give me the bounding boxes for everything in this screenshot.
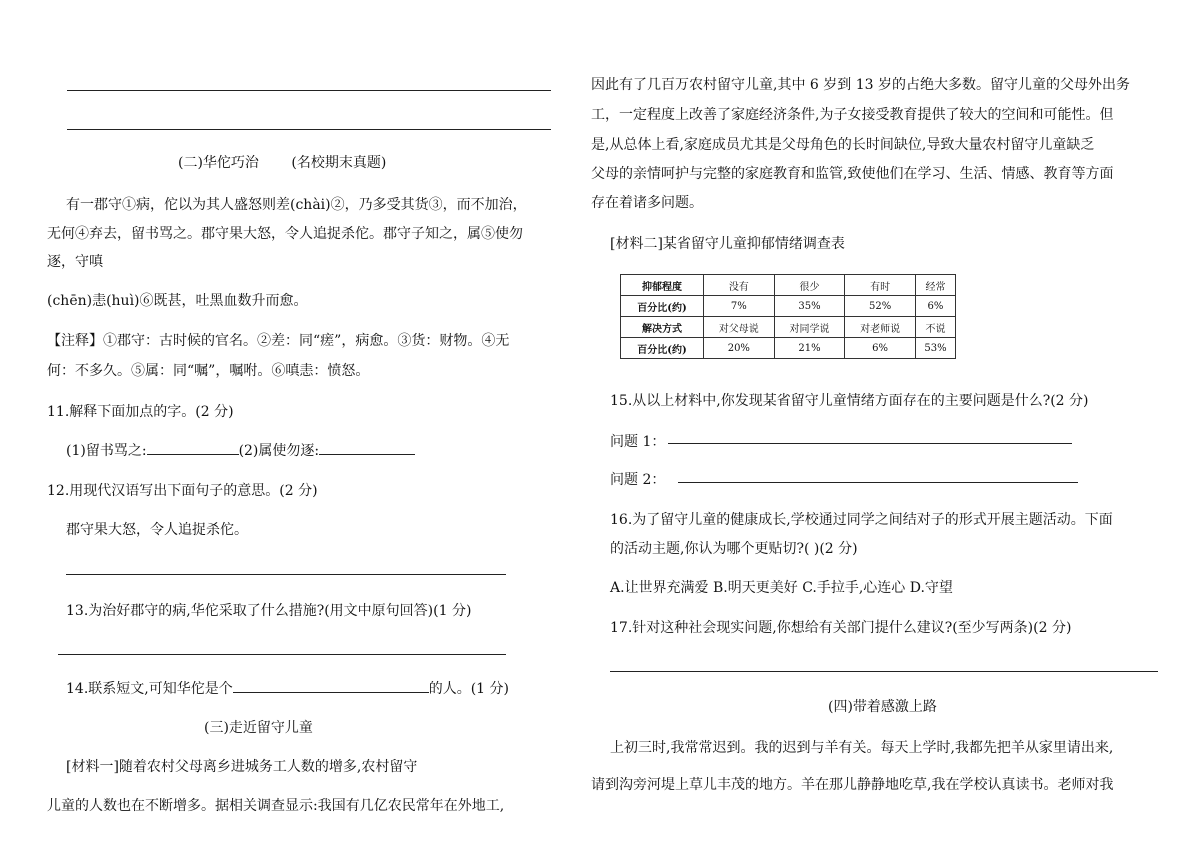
notes-line: 【注释】①郡守：古时候的官名。②差：同“瘥”，病愈。③货：财物。④无 — [47, 333, 510, 349]
question-12: 12.用现代汉语写出下面句子的意思。(2 分) — [47, 483, 318, 499]
answer-line[interactable] — [668, 443, 1072, 444]
question-13: 13.为治好郡守的病,华佗采取了什么措施?(用文中原句回答)(1 分) — [66, 603, 472, 619]
answer-blank[interactable] — [319, 454, 415, 455]
story-line: 上初三时,我常常迟到。我的迟到与羊有关。每天上学时,我都先把羊从家里请出来, — [610, 740, 1114, 756]
table-cell: 53% — [915, 338, 955, 359]
table-cell: 6% — [845, 338, 916, 359]
table-row — [621, 275, 956, 296]
table-cell: 6% — [915, 296, 955, 317]
question-16-options: A.让世界充满爱 B.明天更美好 C.手拉手,心连心 D.守望 — [610, 580, 953, 596]
question-11: 11.解释下面加点的字。(2 分) — [47, 404, 234, 420]
notes-line: 何：不多久。⑤属：同“嘱”，嘱咐。⑥嗔恚：愤怒。 — [47, 363, 370, 379]
survey-table — [620, 274, 956, 359]
question-15: 15.从以上材料中,你发现某省留守儿童情绪方面存在的主要问题是什么?(2 分) — [610, 393, 1089, 409]
answer-line[interactable] — [66, 574, 506, 575]
table-cell: 35% — [774, 296, 845, 317]
table-cell: 没有 — [704, 275, 775, 296]
table-cell: 7% — [704, 296, 775, 317]
table-cell: 有时 — [845, 275, 916, 296]
table-cell: 21% — [774, 338, 845, 359]
table-cell: 对老师说 — [845, 317, 916, 338]
answer-line — [67, 129, 551, 130]
question-11-items — [66, 440, 415, 460]
table-cell: 解决方式 — [621, 317, 704, 338]
q14-prefix: 14.联系短文,可知华佗是个 — [66, 681, 233, 697]
table-cell: 52% — [845, 296, 916, 317]
q15-problem-1: 问题 1： — [610, 434, 666, 450]
table-cell: 抑郁程度 — [621, 275, 704, 296]
question-16: 16.为了留守儿童的健康成长,学校通过同学之间结对子的形式开展主题活动。下面 — [610, 512, 1113, 528]
passage-line: 逐，守嗔 — [47, 254, 103, 270]
answer-line — [67, 90, 551, 91]
story-line: 请到沟旁河堤上草儿丰茂的地方。羊在那儿静静地吃草,我在学校认真读书。老师对我 — [591, 777, 1114, 793]
passage-line: 无何④弃去，留书骂之。郡守果大怒，令人追捉杀佗。郡守子知之，属⑤使勿 — [47, 226, 523, 242]
section-title-text: (二)华佗巧治 — [178, 155, 259, 171]
material-line: 儿童的人数也在不断增多。据相关调查显示:我国有几亿农民常年在外地工, — [47, 798, 505, 814]
q15-problem-2: 问题 2： — [610, 472, 666, 488]
paragraph-line: 因此有了几百万农村留守儿童,其中 6 岁到 13 岁的占绝大多数。留守儿童的父母外出务 — [591, 77, 1130, 93]
question-14 — [66, 678, 509, 698]
answer-blank[interactable] — [147, 454, 239, 455]
paragraph-line: 是,从总体上看,家庭成员尤其是父母角色的长时间缺位,导致大量农村留守儿童缺乏 — [591, 137, 1095, 153]
material-title: [材料二]某省留守儿童抑郁情绪调查表 — [610, 236, 845, 252]
table-cell: 经常 — [915, 275, 955, 296]
table-cell: 百分比(约) — [621, 338, 704, 359]
answer-line[interactable] — [58, 654, 506, 655]
section-title: (四)带着感激上路 — [828, 699, 937, 715]
passage-line: 有一郡守①病，佗以为其人盛怒则差(chài)②，乃多受其货③，而不加治， — [66, 197, 527, 213]
table-row — [621, 317, 956, 338]
question-16-cont: 的活动主题,你认为哪个更贴切?( )(2 分) — [610, 541, 858, 557]
paragraph-line: 存在着诸多问题。 — [591, 195, 703, 211]
table-cell: 20% — [704, 338, 775, 359]
table-cell: 对同学说 — [774, 317, 845, 338]
section-note: (名校期末真题) — [291, 155, 387, 171]
answer-line[interactable] — [610, 671, 1158, 672]
table-row — [621, 338, 956, 359]
question-17: 17.针对这种社会现实问题,你想给有关部门提什么建议?(至少写两条)(2 分) — [610, 620, 1072, 636]
material-line: [材料一]随着农村父母离乡进城务工人数的增多,农村留守 — [66, 759, 418, 775]
table-cell: 对父母说 — [704, 317, 775, 338]
question-12-sentence: 郡守果大怒，令人追捉杀佗。 — [66, 522, 248, 538]
q11-item-b-label: (2)属使勿逐: — [238, 443, 320, 459]
paragraph-line: 工，一定程度上改善了家庭经济条件,为子女接受教育提供了较大的空间和可能性。但 — [591, 107, 1114, 123]
table-row — [621, 296, 956, 317]
section-title: (三)走近留守儿童 — [204, 720, 313, 736]
table-cell: 很少 — [774, 275, 845, 296]
q11-item-a-label: (1)留书骂之: — [66, 443, 147, 459]
answer-line[interactable] — [678, 482, 1078, 483]
paragraph-line: 父母的亲情呵护与完整的家庭教育和监管,致使他们在学习、生活、情感、教育等方面 — [591, 166, 1114, 182]
passage-line: (chēn)恚(huì)⑥既甚，吐黑血数升而愈。 — [47, 293, 308, 309]
answer-blank[interactable] — [233, 692, 429, 693]
table-cell: 不说 — [915, 317, 955, 338]
q14-suffix: 的人。(1 分) — [428, 681, 509, 697]
section-title — [178, 152, 386, 172]
table-cell: 百分比(约) — [621, 296, 704, 317]
